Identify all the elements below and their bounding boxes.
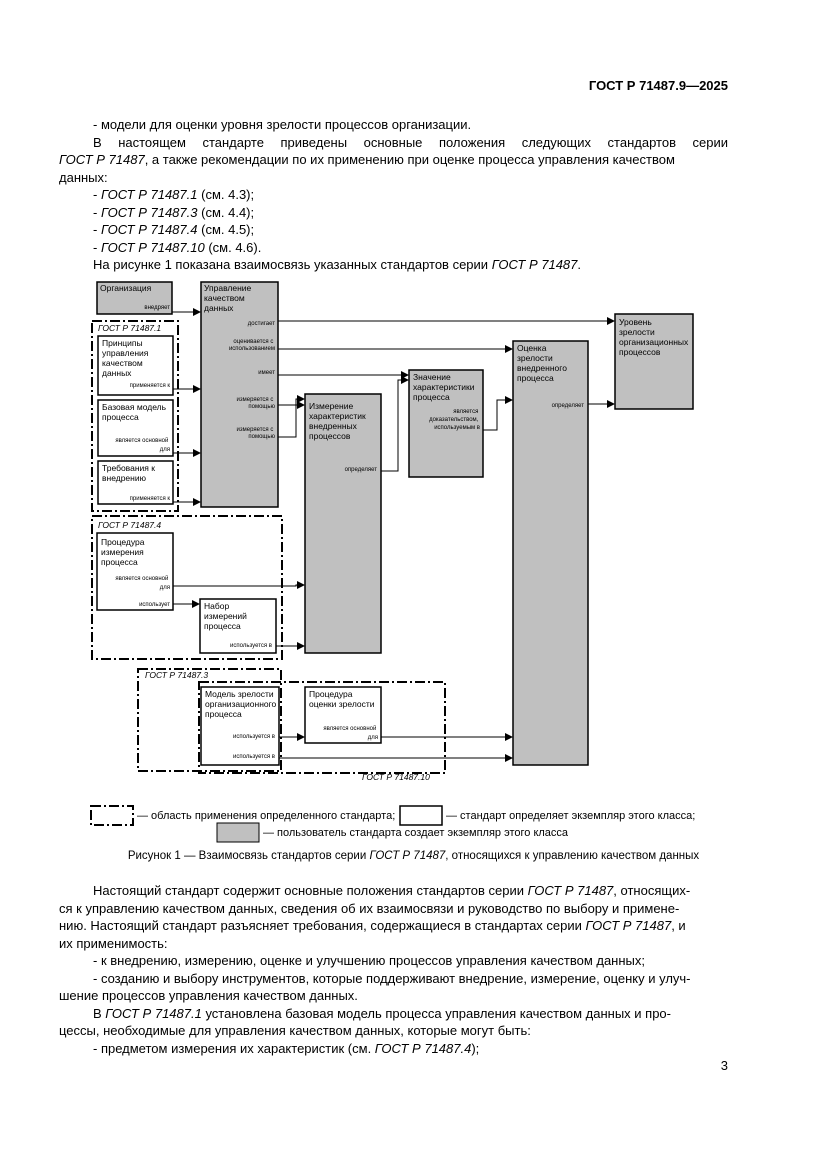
principles-action: применяется к [129, 383, 170, 389]
measure-proc-line: процесса [101, 557, 138, 567]
impl-req-action: применяется к [129, 496, 170, 502]
char-value-line: характеристики [413, 382, 475, 392]
p2-l1-b: установлена базовая модель процесса управления качеством данных и про- [201, 1005, 671, 1021]
p2-line2: цессы, необходимые для управления качеством данных, которые могут быть: [59, 1023, 531, 1038]
eval-proc-action-line: для [367, 735, 378, 741]
maturity-model-line: процесса [205, 709, 242, 719]
eval-proc-action-line: является основной [323, 726, 377, 732]
p1-line2: ся к управлению качеством данных, сведения об их взаимосвязи и руководство по выбору и примене- [59, 900, 680, 916]
page-number: 3 [720, 1058, 728, 1073]
eval-proc-line: Процедура [309, 689, 353, 699]
dqm-measured1-line: помощью [248, 404, 275, 410]
dqm-has: имеет [258, 370, 275, 376]
caption-std: ГОСТ Р 71487 [369, 850, 446, 862]
std10-label: ГОСТ Р 71487.10 [362, 772, 430, 782]
impl-req-line: Требования к [102, 463, 155, 473]
arrow-measure-value [381, 380, 408, 471]
maturity-model-action2: используется в [233, 754, 275, 760]
measure-proc-line: Процедура [101, 537, 145, 547]
eval-line: процесса [517, 373, 554, 383]
dqm-evaluated-line: оценивается с [233, 339, 274, 345]
p1-line4: их применимость: [59, 935, 168, 951]
p2-l1-a: В [93, 1005, 106, 1021]
char-value-action-line: доказательством, [429, 417, 479, 423]
item-ref: (см. 4.6). [204, 239, 262, 255]
p2-line1 [93, 1005, 728, 1023]
base-model-action-line: для [159, 447, 170, 453]
list-item: - ГОСТ Р 71487.10 (см. 4.6). [93, 239, 262, 255]
org-label: Организация [100, 283, 152, 293]
measure-set-action: используется в [230, 643, 272, 649]
b3-b: ); [471, 1040, 480, 1056]
principles-line: данных [102, 368, 132, 378]
char-measure-line: процессов [309, 431, 351, 441]
dqm-label-line: данных [204, 303, 234, 313]
legend-std-text: — стандарт определяет экземпляр этого класса; [446, 810, 696, 822]
principles-line: Принципы [102, 338, 143, 348]
figure-intro-end: . [577, 257, 582, 272]
dqm-measured2-line: помощью [248, 434, 275, 440]
std-ref: ГОСТ Р 71487.3 [100, 204, 198, 220]
p1-l1-b: , относящих- [613, 883, 691, 898]
para1-line1: В настоящем стандарте приведены основные положения следующих стандартов серии [93, 134, 728, 150]
std-ref: ГОСТ Р 71487.4 [100, 222, 198, 237]
p1-l3-b: , и [671, 918, 686, 933]
para1-line3: данных: [59, 169, 108, 185]
maturity-model-action1: используется в [233, 734, 275, 740]
measure-proc-uses: использует [139, 602, 170, 608]
dqm-achieves: достигает [247, 321, 275, 327]
char-measure-line: внедренных [309, 421, 357, 431]
maturity-line: организационных [619, 337, 689, 347]
char-measure-action: определяет [344, 467, 377, 473]
legend-user-text: — пользователь стандарта создает экземпляр этого класса [263, 827, 569, 839]
measure-proc-action-line: является основной [115, 576, 169, 582]
arrow-measureproc-charmeasure [173, 585, 304, 586]
b3-a: - предметом измерения их характеристик (см. [93, 1040, 375, 1056]
maturity-line: Уровень [619, 317, 652, 327]
p1-line1 [93, 882, 728, 900]
principles-line: управления [102, 348, 149, 358]
eval-line: зрелости [517, 353, 553, 363]
maturity-line: процессов [619, 347, 661, 357]
caption-prefix: Рисунок 1 — Взаимосвязь стандартов серии [127, 850, 370, 862]
caption-suffix: , относящихся к управлению качеством данных [445, 850, 700, 862]
p1-line3 [59, 917, 728, 935]
principles-line: качеством [102, 358, 143, 368]
list-item: - ГОСТ Р 71487.4 (см. 4.5); [93, 222, 255, 237]
char-measure-line: характеристик [309, 411, 366, 421]
char-value-action-line: является [453, 409, 479, 415]
measure-proc-line: измерения [101, 547, 144, 557]
std-ref: ГОСТ Р 71487 [585, 918, 672, 933]
dqm-label-line: качеством [204, 293, 245, 303]
item-ref: (см. 4.4); [197, 204, 255, 220]
base-model-action-line: является основной [115, 438, 169, 444]
std-ref: ГОСТ Р 71487 [59, 152, 145, 167]
measure-set-line: измерений [204, 611, 247, 621]
dqm-evaluated [229, 339, 275, 352]
legend-white-symbol [400, 806, 442, 825]
measure-set-line: процесса [204, 621, 241, 631]
list-item: - ГОСТ Р 71487.1 (см. 4.3); [93, 187, 255, 202]
figure-intro-text: На рисунке 1 показана взаимосвязь указанных стандартов серии [93, 257, 489, 272]
figure-caption [0, 850, 827, 862]
char-measure-line: Измерение [309, 401, 354, 411]
maturity-line: зрелости [619, 327, 655, 337]
dqm-box [201, 282, 278, 507]
para1-line2-text: , а также рекомендации по их применению при оценке процесса управления качеством [144, 152, 675, 167]
bullet-1: - к внедрению, измерению, оценке и улучшению процессов управления качеством данных; [93, 953, 645, 968]
arrow-value-eval [483, 400, 512, 430]
list-item: - ГОСТ Р 71487.3 (см. 4.4); [93, 204, 255, 220]
base-model-line: процесса [102, 412, 139, 422]
eval-line: внедренного [517, 363, 567, 373]
std-ref: ГОСТ Р 71487.1 [100, 187, 198, 202]
eval-line: Оценка [517, 343, 547, 353]
p1-l3-a: нию. Настоящий стандарт разъясняет требования, содержащиеся в стандартах серии [59, 918, 586, 933]
char-value-line: Значение [413, 372, 451, 382]
std1-label: ГОСТ Р 71487.1 [98, 323, 162, 333]
bullet-models: - модели для оценки уровня зрелости процессов организации. [93, 117, 472, 132]
std-ref: ГОСТ Р 71487.4 [374, 1040, 472, 1056]
p1-l1-a: Настоящий стандарт содержит основные положения стандартов серии [93, 883, 528, 898]
org-action: внедряет [144, 305, 170, 311]
legend-gray-symbol [217, 823, 259, 842]
maturity-model-line: организационного [205, 699, 277, 709]
impl-req-line: внедрению [102, 473, 146, 483]
std4-label: ГОСТ Р 71487.4 [98, 520, 162, 530]
std-ref: ГОСТ Р 71487.1 [105, 1005, 202, 1021]
bullet-2-line1: - созданию и выбору инструментов, которые поддерживают внедрение, измерение, оценку и улуч- [93, 970, 691, 986]
bullet-3 [93, 1040, 728, 1058]
dqm-label-line: Управление [204, 283, 252, 293]
base-model-line: Базовая модель [102, 402, 167, 412]
dqm-measured2-line: измеряется с [236, 427, 274, 433]
legend-area-symbol [91, 806, 133, 825]
document-header: ГОСТ Р 71487.9—2025 [588, 78, 728, 93]
legend-area-text: — область применения определенного стандарта; [137, 810, 396, 822]
std-ref: ГОСТ Р 71487 [491, 257, 578, 272]
bottom-text [59, 882, 728, 1057]
char-value-action-line: используемым в [434, 425, 480, 431]
item-ref: (см. 4.3); [197, 187, 255, 202]
std3-label: ГОСТ Р 71487.3 [145, 670, 209, 680]
dqm-measured1-line: измеряется с [236, 397, 274, 403]
dqm-evaluated-line: использованием [228, 346, 275, 352]
bullet-2-line2: шение процессов управления качеством данных. [59, 988, 358, 1003]
measure-proc-action-line: для [159, 585, 170, 591]
eval-action: определяет [551, 403, 584, 409]
item-ref: (см. 4.5); [197, 222, 255, 237]
char-value-line: процесса [413, 392, 450, 402]
std-ref: ГОСТ Р 71487 [527, 883, 614, 898]
measure-set-line: Набор [204, 601, 230, 611]
std-ref: ГОСТ Р 71487.10 [100, 239, 205, 255]
maturity-model-line: Модель зрелости [205, 689, 274, 699]
eval-proc-line: оценки зрелости [309, 699, 375, 709]
